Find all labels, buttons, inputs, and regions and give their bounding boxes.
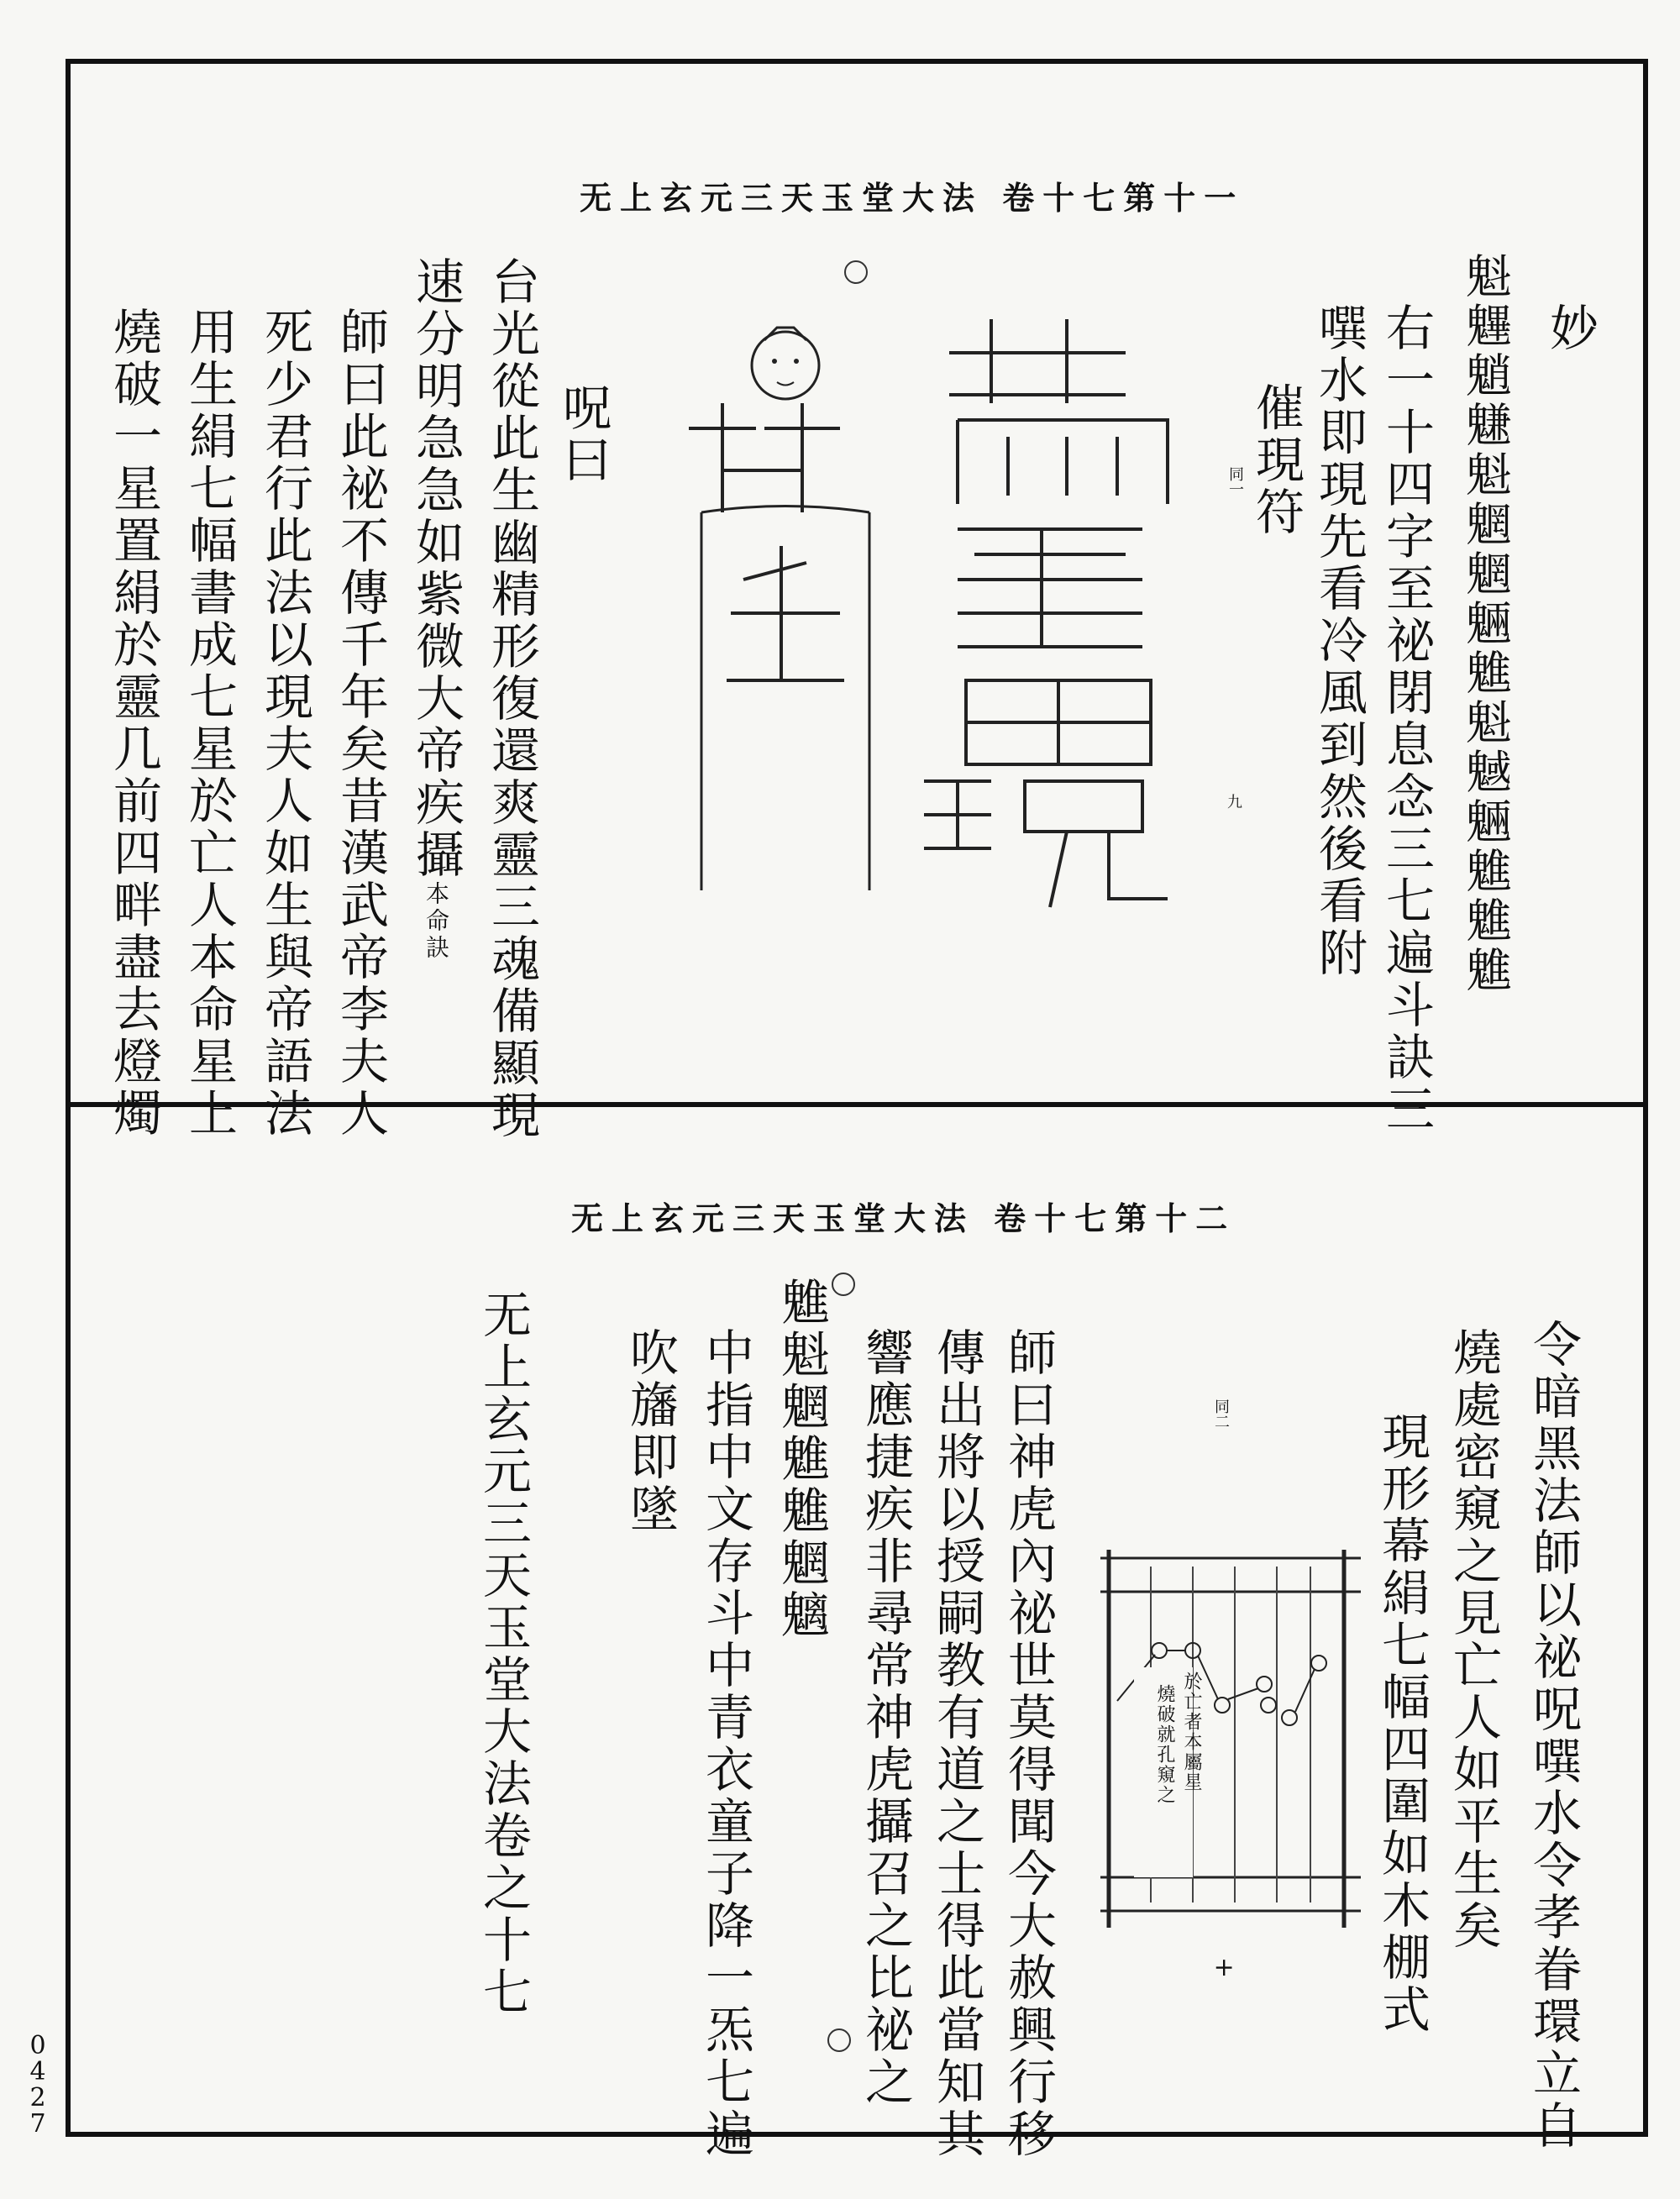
bottom-column-1: 令暗黑法師以祕呪噀水令孝眷環立自 (1525, 1319, 1582, 2152)
bottom-column-6: 響應捷疾非尋常神虎攝召之比祕之 (857, 1327, 914, 2108)
talisman-annotation-2: 九 (1225, 794, 1242, 809)
circle-mark-2 (832, 1273, 855, 1296)
figure-annotation: 同二 (1212, 1399, 1230, 1429)
spell-line-3: 師曰此祕不傳千年矣昔漢武帝李夫人 (332, 307, 389, 1140)
circle-mark-3 (827, 2028, 851, 2052)
spell-line-2-note: 本命訣 (423, 881, 450, 962)
spell-line-1: 台光從此生幽精形復還爽靈三魂備顯現 (483, 256, 540, 1141)
circle-mark (844, 260, 868, 284)
bottom-column-9: 吹旛即墜 (622, 1327, 679, 1535)
bottom-column-7: 魋魁魍魋魋魍魑 (773, 1277, 830, 1641)
running-head-bottom: 无上玄元三天玉堂大法 卷十七第十二 (571, 1199, 1236, 1237)
talisman-annotation-1: 同一 (1226, 466, 1244, 496)
bottom-column-8: 中指中文存斗中青衣童子降一炁七遍 (697, 1327, 754, 2160)
spell-line-5: 用生絹七幅書成七星於亡人本命星上 (181, 307, 238, 1140)
running-head-top: 无上玄元三天玉堂大法 卷十七第十一 (580, 179, 1245, 217)
grave-curtain-figure (1084, 1541, 1386, 1944)
plus-mark: + (1210, 1957, 1239, 1979)
spell-label: 呪曰 (554, 382, 612, 486)
spell-line-2-text: 速分明急急如紫微大帝疾攝 (407, 256, 465, 881)
spell-line-2 (407, 256, 465, 962)
bottom-column-10: 无上玄元三天玉堂大法卷之十七 (475, 1289, 532, 2018)
instruction-column-1: 右一十四字至祕閉息念三七遍斗訣三 (1378, 302, 1435, 1136)
bottom-column-3: 現形幕絹七幅四圍如木棚式 (1373, 1411, 1431, 2036)
figure-caption-2: 燒破就孔窺之 (1154, 1684, 1175, 1805)
figure-caption-1: 於亡者本屬星 (1181, 1672, 1202, 1792)
demon-names-column: 魁魓魈魐魁魍魍魎魋魁魊魎魋魋魋 (1458, 252, 1512, 995)
spell-line-6: 燒破一星置絹於靈几前四畔盡去燈燭 (105, 307, 162, 1140)
bottom-column-5: 傳出將以授嗣教有道之士得此當知其 (928, 1327, 985, 2160)
instruction-column-2: 噀水即現先看冷風到然後看附 (1310, 302, 1368, 979)
bottom-column-4: 師曰神虎內祕世莫得聞今大赦興行移 (1000, 1327, 1057, 2160)
talisman-title: 催現符 (1247, 382, 1305, 538)
talisman-figure (672, 311, 1210, 932)
bottom-column-2: 燒處密窺之見亡人如平生矣 (1445, 1327, 1502, 1952)
spell-line-4: 死少君行此法以現夫人如生與帝語法 (256, 307, 313, 1140)
page-number: 0 4 2 7 (29, 2031, 46, 2139)
column-label: 妙 (1541, 302, 1599, 354)
